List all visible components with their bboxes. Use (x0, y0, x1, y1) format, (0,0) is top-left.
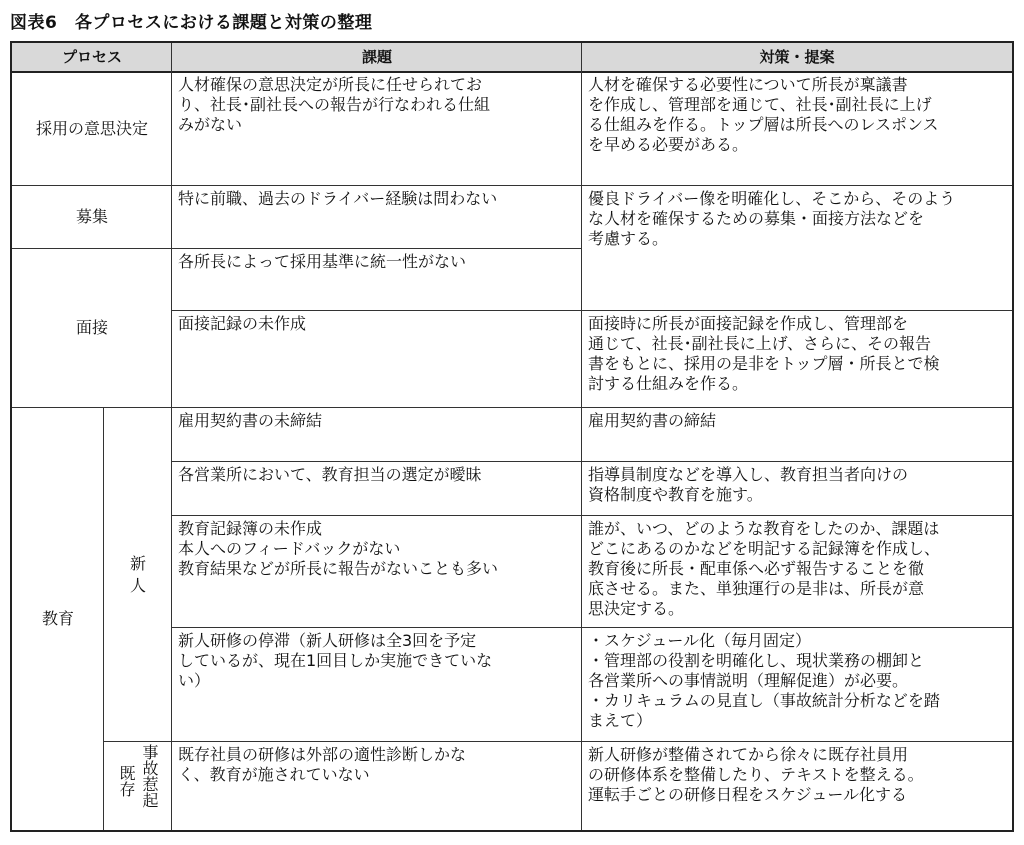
measure-kirokubo: 誰が、いつ、どのような教育をしたのか、課題は どこにあるのかなどを明記する記録簿を作成し、 教育後に所長・配車係へ必ず報告することを徹 底させる。また、単独運行の是非は、所長が意 思決定する。 (588, 519, 941, 618)
process-kison-col (116, 744, 137, 830)
issue-boshu: 特に前職、過去のドライバー経験は問わない (178, 189, 498, 208)
measure-koyou: 雇用契約書の締結 (588, 411, 717, 430)
issue-koyou: 雇用契約書の未締結 (178, 411, 323, 430)
process-saiyou: 採用の意思決定 (35, 118, 148, 138)
issue-kirokubo: 教育記録簿の未作成 本人へのフィードバックがない 教育結果などが所長に報告がないことも多い (178, 519, 499, 578)
measure-boshu-kijun: 優良ドライバー像を明確化し、そこから、そのよう な人材を確保するための募集・面接方法などを 考慮する。 (588, 189, 956, 248)
process-issue-table (10, 41, 1014, 832)
issue-tantou: 各営業所において、教育担当の選定が曖昧 (178, 465, 482, 484)
issue-saiyou: 人材確保の意思決定が所長に任せられてお り、社長･副社長への報告が行なわれる仕組 みがない (178, 75, 491, 134)
process-kyouiku: 教育 (41, 609, 74, 628)
figure-title: 図表6 各プロセスにおける課題と対策の整理 (10, 13, 373, 33)
header-measure: 対策・提案 (582, 43, 1012, 71)
header-issue: 課題 (172, 43, 582, 71)
process-mensetsu: 面接 (75, 318, 108, 337)
measure-saiyou: 人材を確保する必要性について所長が稟議書 を作成し、管理部を通じて、社長･副社長に上げ る仕組みを作る。トップ層は所長へのレスポンス を早める必要がある。 (588, 75, 939, 154)
process-jiko-col (139, 744, 160, 830)
process-shinjin: 新 人 (129, 553, 146, 595)
process-kison-jiko (104, 742, 172, 830)
issue-kison-kenshu: 既存社員の研修は外部の適性診断しかな く、教育が施されていない (178, 745, 467, 784)
process-boshu: 募集 (75, 207, 108, 226)
issue-kijun: 各所長によって採用基準に統一性がない (178, 252, 467, 271)
measure-mensetsu-kiroku: 面接時に所長が面接記録を作成し、管理部を 通じて、社長･副社長に上げ、さらに、その報告 書をもとに、採用の是非をトップ層・所長とで検 討する仕組みを作る。 (588, 314, 940, 393)
measure-kison-kenshu: 新人研修が整備されてから徐々に既存社員用 の研修体系を整備したり、テキストを整える。 運転手ごとの研修日程をスケジュール化する (588, 745, 924, 804)
process-kison-text: 既存 (117, 765, 136, 797)
process-jiko-text: 事故惹起 (140, 744, 159, 808)
measure-tantou: 指導員制度などを導入し、教育担当者向けの 資格制度や教育を施す。 (588, 465, 909, 504)
header-process: プロセス (12, 43, 172, 71)
issue-shinjin-kenshu: 新人研修の停滞（新人研修は全3回を予定 しているが、現在1回目しか実施できていな い） (178, 631, 493, 690)
measure-shinjin-kenshu: ・スケジュール化（毎月固定） ・管理部の役割を明確化し、現状業務の棚卸と 各営業所への事情説明（理解促進）が必要。 ・カリキュラムの見直し（事故統計分析などを踏 まえて） (588, 631, 940, 730)
issue-mensetsu-kiroku: 面接記録の未作成 (178, 314, 307, 333)
